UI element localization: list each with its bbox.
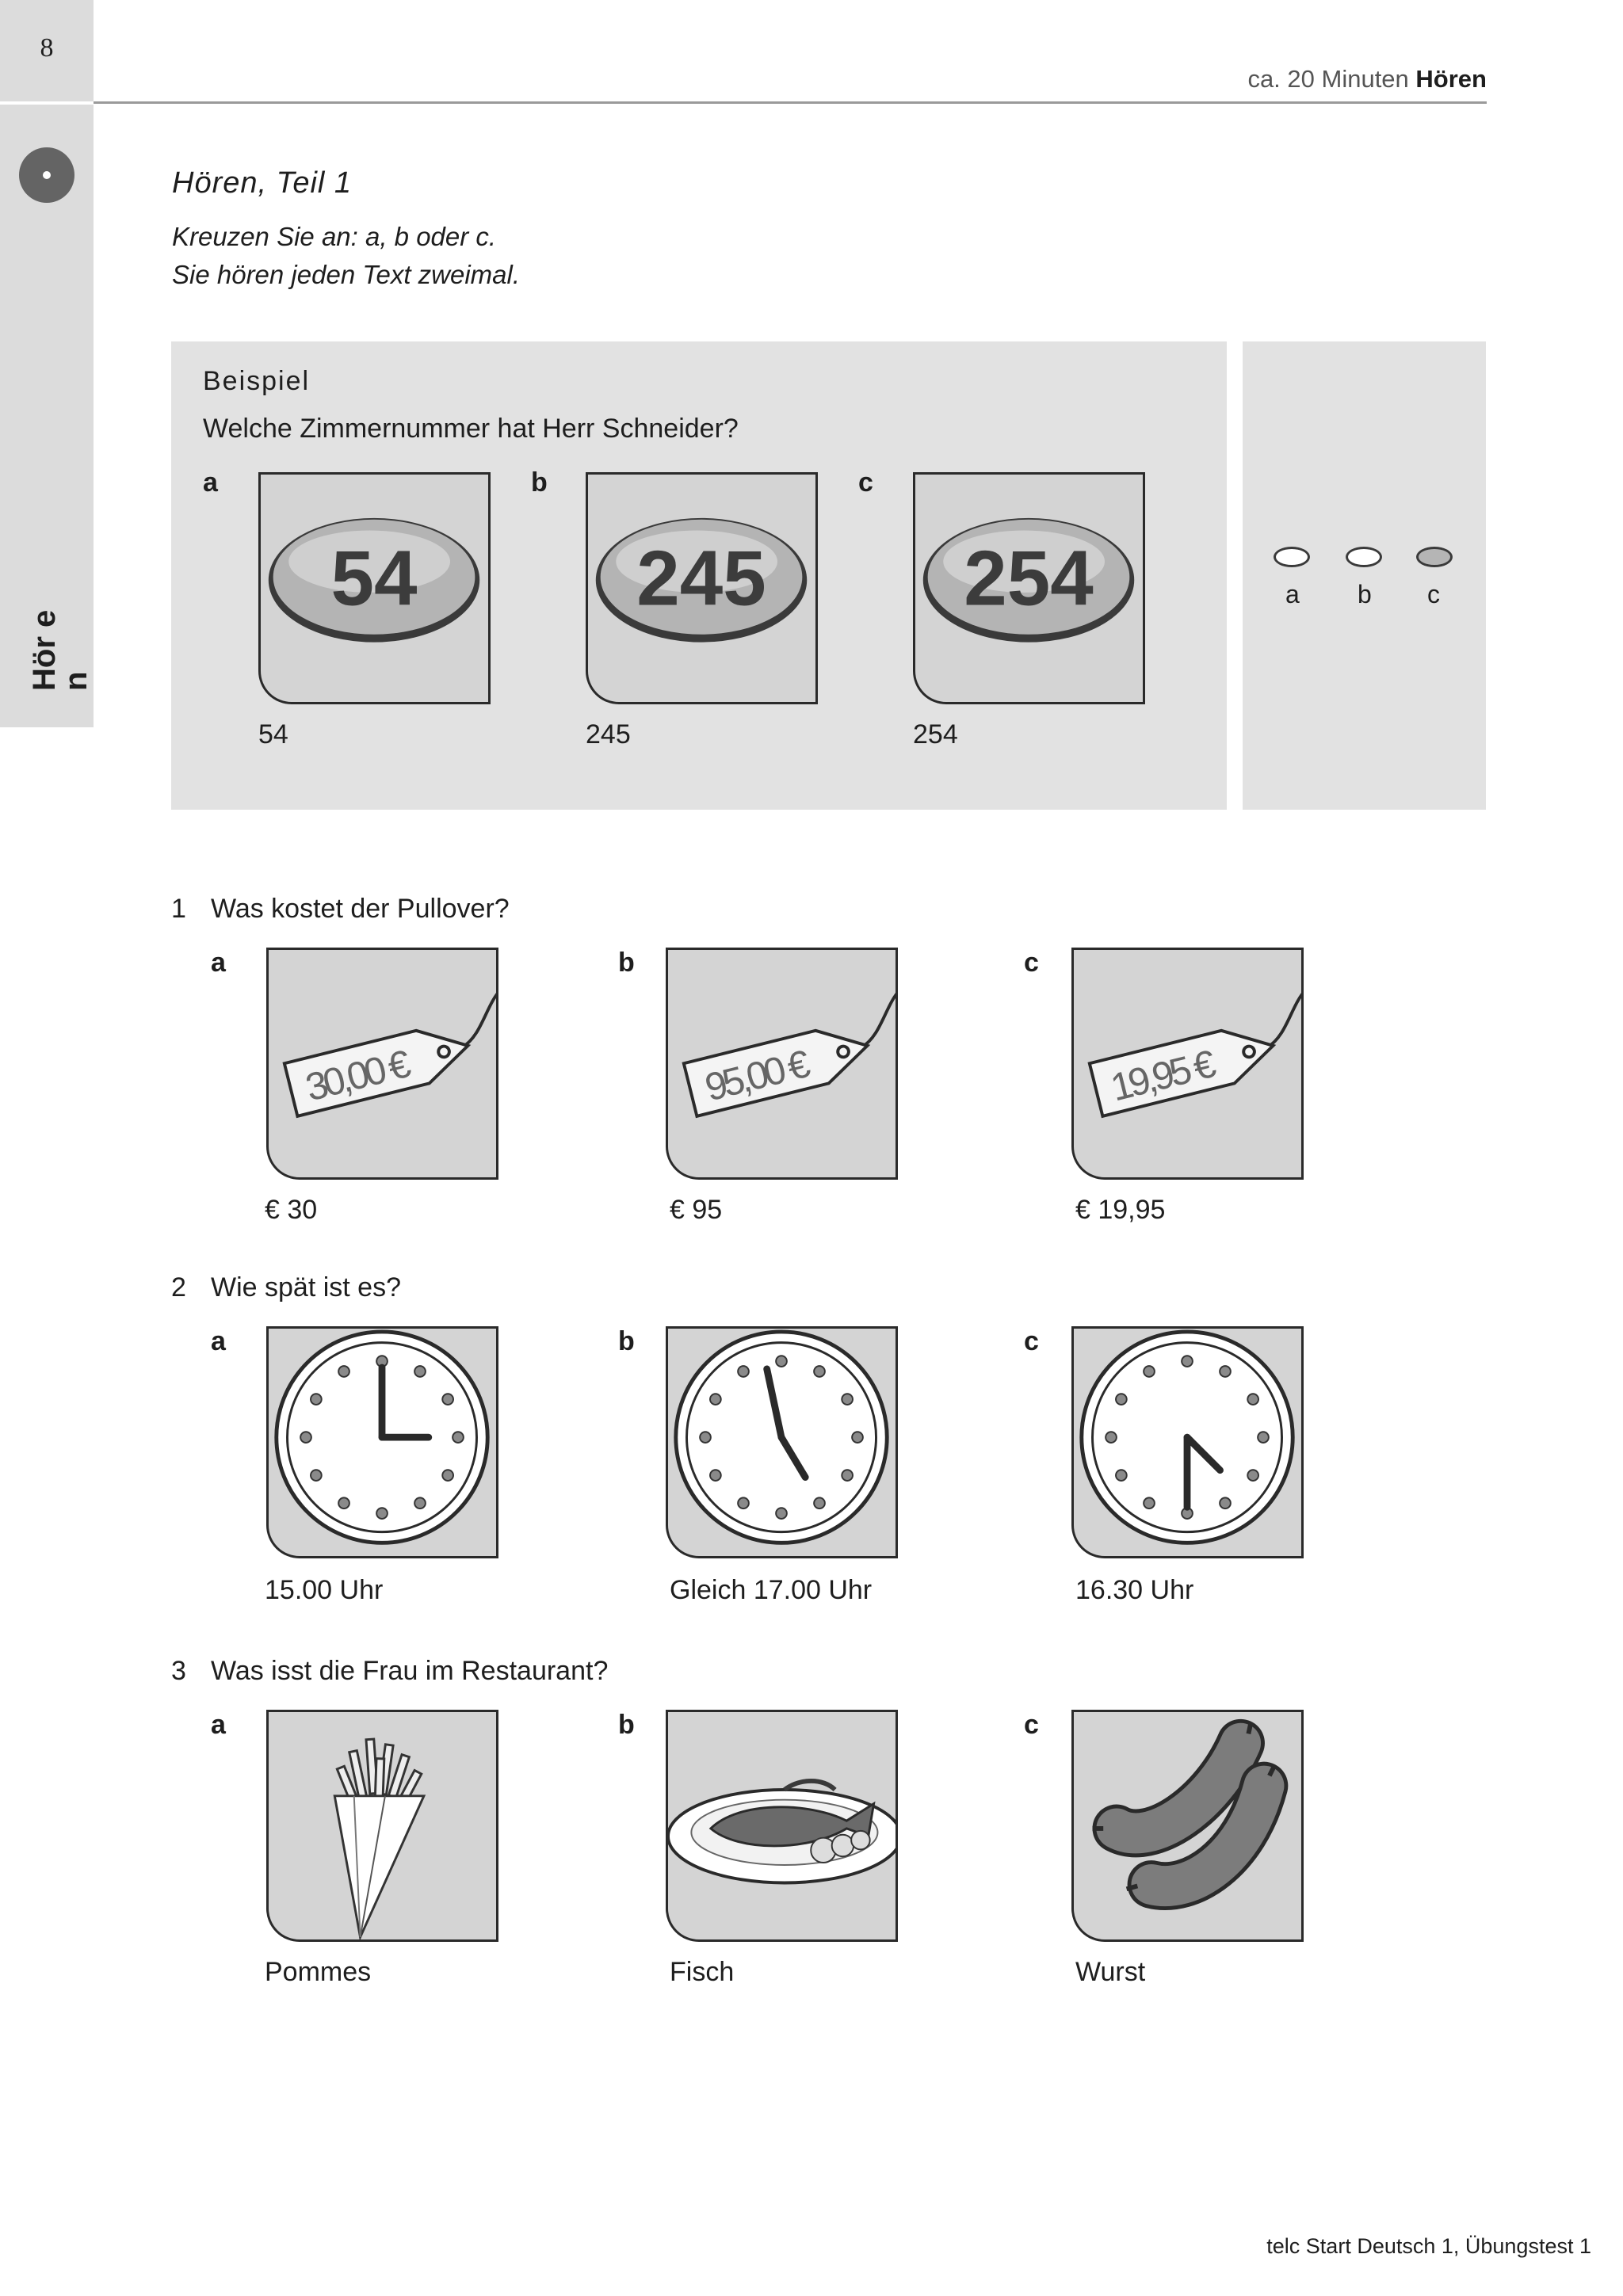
clock-hour-marker <box>842 1394 853 1405</box>
clock-hour-marker <box>311 1394 322 1405</box>
question-3-text: Was isst die Frau im Restaurant? <box>211 1656 609 1686</box>
q3-image-b-fish-plate-icon[interactable] <box>666 1710 898 1942</box>
clock-hour-marker <box>1258 1432 1269 1443</box>
clock-hour-marker <box>414 1366 426 1377</box>
clock-hour-marker <box>710 1470 721 1481</box>
clock-hour-marker <box>1106 1432 1117 1443</box>
clock-hour-marker <box>1182 1356 1193 1367</box>
example-option-b-letter: b <box>531 467 548 498</box>
clock-hour-marker <box>738 1366 749 1377</box>
q3-option-c-letter: c <box>1024 1710 1039 1740</box>
q2-image-a-clock-icon[interactable] <box>266 1326 498 1558</box>
example-option-c-letter: c <box>858 467 873 498</box>
clock-hour-marker <box>1247 1394 1258 1405</box>
clock-hour-marker <box>814 1366 825 1377</box>
q1-caption-b: € 95 <box>670 1195 723 1225</box>
price-tag-text: 30,00 € <box>301 1043 411 1110</box>
clock-hour-marker <box>1116 1470 1127 1481</box>
answer-bubble-c-marked[interactable] <box>1416 547 1453 567</box>
clock-hour-marker <box>710 1394 721 1405</box>
q2-caption-b: Gleich 17.00 Uhr <box>670 1575 873 1605</box>
q3-image-a-fries-icon[interactable] <box>266 1710 498 1942</box>
footer-publication: telc Start Deutsch 1, Übungstest 1 <box>1266 2234 1591 2258</box>
clock-hour-marker <box>376 1508 388 1519</box>
clock-hour-marker <box>338 1497 349 1508</box>
clock-hour-marker <box>442 1470 453 1481</box>
audio-cd-icon <box>19 147 74 203</box>
clock-hour-marker <box>1220 1366 1231 1377</box>
q2-option-a-letter: a <box>211 1326 226 1356</box>
question-3-number: 3 <box>171 1656 186 1686</box>
answer-sheet-box <box>1243 341 1486 810</box>
sidebar-section-label: Hör e n <box>27 609 94 691</box>
example-caption-a: 54 <box>258 719 288 749</box>
clock-hour-marker <box>1247 1470 1258 1481</box>
header-duration: ca. 20 Minuten <box>1247 65 1409 93</box>
clock-hour-marker <box>414 1497 426 1508</box>
clock-hour-marker <box>442 1394 453 1405</box>
q2-image-c-clock-icon[interactable] <box>1071 1326 1304 1558</box>
task-instruction-1: Kreuzen Sie an: a, b oder c. <box>172 222 497 251</box>
q1-option-b-letter: b <box>618 948 635 978</box>
q3-option-b-letter: b <box>618 1710 635 1740</box>
answer-bubble-b[interactable] <box>1346 547 1382 567</box>
q2-caption-c: 16.30 Uhr <box>1075 1575 1194 1605</box>
header-timing <box>1247 65 1487 93</box>
clock-hour-marker <box>738 1497 749 1508</box>
clock-hour-marker <box>814 1497 825 1508</box>
clock-hour-marker <box>311 1470 322 1481</box>
q1-image-a-price-tag[interactable] <box>266 948 498 1180</box>
q1-option-a-letter: a <box>211 948 226 978</box>
q1-caption-c: € 19,95 <box>1075 1195 1166 1225</box>
clock-hour-marker <box>700 1432 711 1443</box>
q1-caption-a: € 30 <box>265 1195 318 1225</box>
q2-image-b-clock-icon[interactable] <box>666 1326 898 1558</box>
header-rule <box>94 101 1487 104</box>
clock-hour-marker <box>776 1356 787 1367</box>
price-tag-text: 19,95 € <box>1106 1043 1216 1110</box>
page-number: 8 <box>40 33 54 63</box>
q3-caption-c: Wurst <box>1075 1957 1146 1987</box>
example-question: Welche Zimmernummer hat Herr Schneider? <box>203 414 739 444</box>
clock-hour-marker <box>1144 1497 1155 1508</box>
q2-option-c-letter: c <box>1024 1326 1039 1356</box>
clock-hour-marker <box>453 1432 464 1443</box>
example-caption-b: 245 <box>586 719 631 749</box>
q1-image-b-price-tag[interactable] <box>666 948 898 1180</box>
answer-letter-c: c <box>1427 580 1440 608</box>
q1-image-c-price-tag[interactable] <box>1071 948 1304 1180</box>
room-sign-text: 245 <box>636 534 766 622</box>
question-1-number: 1 <box>171 894 186 924</box>
task-instruction-2: Sie hören jeden Text zweimal. <box>172 260 521 289</box>
answer-bubble-a[interactable] <box>1274 547 1310 567</box>
q3-image-c-sausages-icon[interactable] <box>1071 1710 1304 1942</box>
clock-hour-marker <box>842 1470 853 1481</box>
question-2-number: 2 <box>171 1272 186 1302</box>
clock-hour-marker <box>1144 1366 1155 1377</box>
clock-hour-marker <box>338 1366 349 1377</box>
question-2-text: Wie spät ist es? <box>211 1272 401 1302</box>
price-tag-text: 95,00 € <box>701 1043 811 1110</box>
example-image-b <box>586 472 818 704</box>
sidebar-divider <box>0 101 94 105</box>
example-caption-c: 254 <box>913 719 958 749</box>
answer-letter-a: a <box>1285 580 1300 608</box>
q3-option-a-letter: a <box>211 1710 226 1740</box>
task-title: Hören, Teil 1 <box>172 166 353 200</box>
clock-hour-marker <box>300 1432 311 1443</box>
q2-option-b-letter: b <box>618 1326 635 1356</box>
question-1-text: Was kostet der Pullover? <box>211 894 510 924</box>
example-image-c <box>913 472 1145 704</box>
room-sign-text: 254 <box>964 534 1094 622</box>
example-option-a-letter: a <box>203 467 218 498</box>
answer-letter-b: b <box>1358 580 1372 608</box>
clock-hour-marker <box>776 1508 787 1519</box>
clock-hour-marker <box>852 1432 863 1443</box>
header-section: Hören <box>1415 65 1487 93</box>
example-label: Beispiel <box>203 366 311 396</box>
clock-hour-marker <box>1116 1394 1127 1405</box>
room-sign-text: 54 <box>330 534 418 622</box>
clock-hour-marker <box>1220 1497 1231 1508</box>
q3-caption-a: Pommes <box>265 1957 372 1987</box>
example-image-a <box>258 472 491 704</box>
q2-caption-a: 15.00 Uhr <box>265 1575 384 1605</box>
q1-option-c-letter: c <box>1024 948 1039 978</box>
q3-caption-b: Fisch <box>670 1957 735 1987</box>
